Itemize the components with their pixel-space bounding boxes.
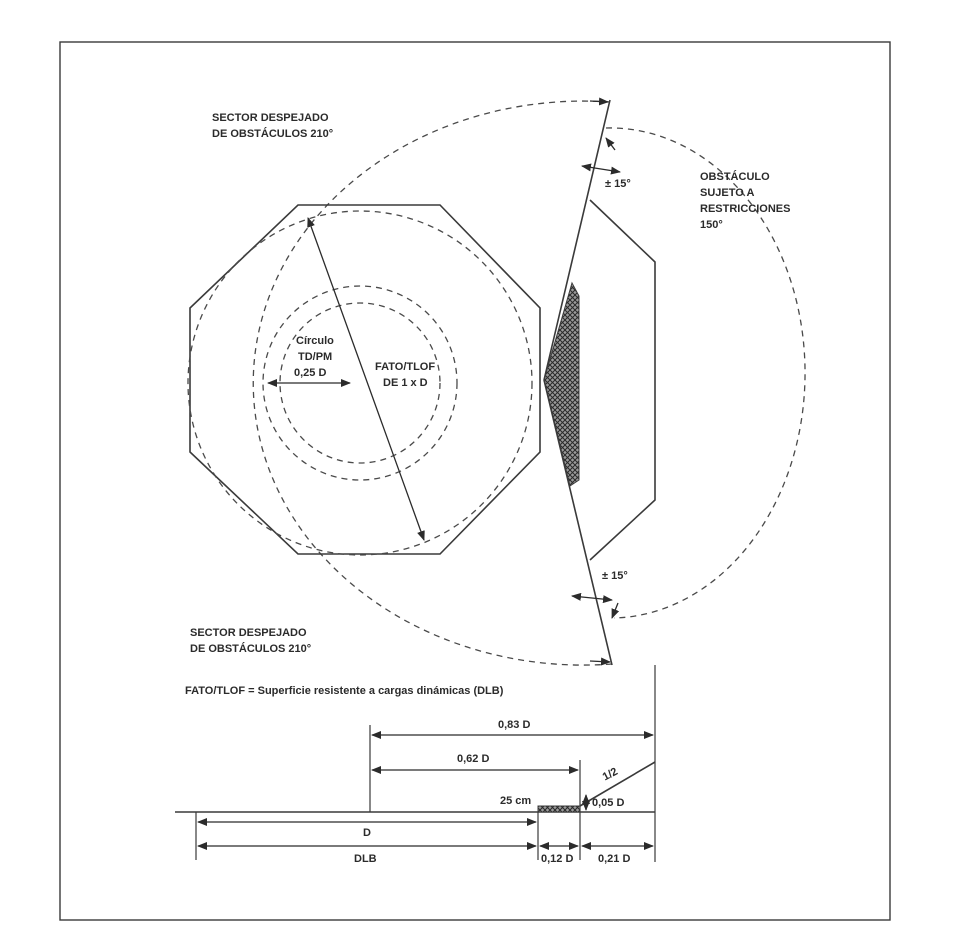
fato-inscribed-circle: [188, 211, 532, 555]
dim-25cm-label: 25 cm: [500, 795, 532, 807]
obstacle-top-pointer: [606, 138, 615, 150]
dim-062-label: 0,62 D: [457, 753, 490, 765]
fato-tlof-octagon: [190, 205, 540, 554]
sector-bottom-pointer: [590, 661, 610, 662]
dim-slope-label: 1/2: [600, 765, 620, 784]
obstacle-label-2: SUJETO A: [700, 187, 755, 199]
dim-D-label: D: [363, 827, 371, 839]
fato-label-2: DE 1 x D: [383, 377, 428, 389]
obstacle-label-3: RESTRICCIONES: [700, 203, 791, 215]
profile-kerb: [538, 806, 580, 812]
sector-top-label-2: DE OBSTÁCULOS 210°: [212, 128, 334, 140]
obstacle-bottom-pointer: [612, 603, 618, 618]
sector-top-label-1: SECTOR DESPEJADO: [212, 112, 329, 124]
fato-label-1: FATO/TLOF: [375, 361, 436, 373]
dim-021-label: 0,21 D: [598, 853, 631, 865]
legend-text: FATO/TLOF = Superficie resistente a cargas dinámicas (DLB): [185, 685, 504, 697]
dim-005-label: 0,05 D: [592, 797, 625, 809]
obstacle-label-4: 150°: [700, 219, 723, 231]
angle-top-label: ± 15°: [605, 178, 631, 190]
tdpm-label-1: Círculo: [296, 335, 334, 347]
obstacle-label-1: OBSTÁCULO: [700, 171, 770, 183]
obstacle-boundary-outline: [590, 200, 655, 560]
sector-bottom-label-2: DE OBSTÁCULOS 210°: [190, 643, 312, 655]
angle-bottom-label: ± 15°: [602, 570, 628, 582]
tdpm-label-2: TD/PM: [298, 351, 333, 363]
dim-DLB-label: DLB: [354, 853, 377, 865]
angle-bottom-arrow: [572, 596, 612, 600]
obstacle-restricted-sector-arc: [606, 128, 805, 618]
dim-083-label: 0,83 D: [498, 719, 531, 731]
angle-top-arrow: [582, 166, 620, 172]
tdpm-label-3: 0,25 D: [294, 367, 327, 379]
dim-012-label: 0,12 D: [541, 853, 574, 865]
sector-bottom-label-1: SECTOR DESPEJADO: [190, 627, 307, 639]
